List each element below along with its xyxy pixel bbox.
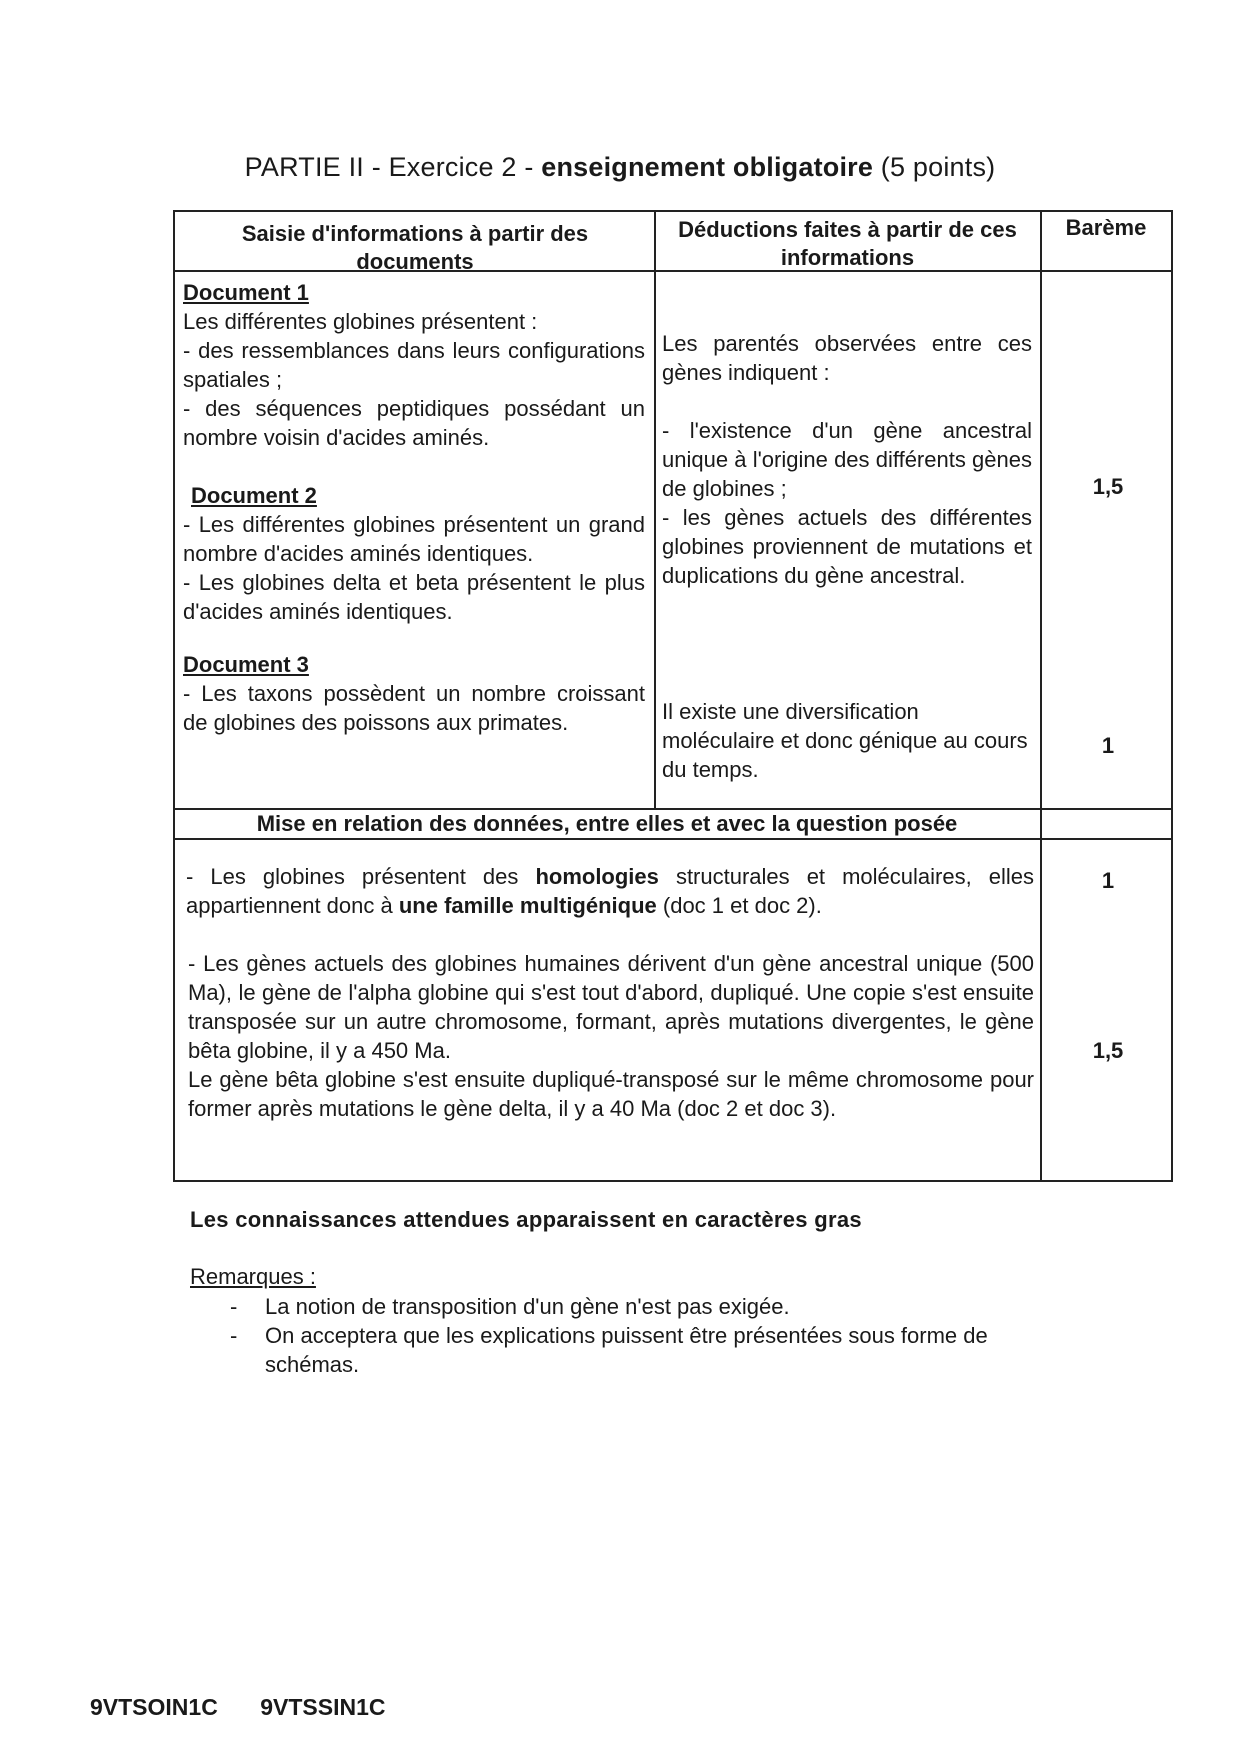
document-1-line: - des ressemblances dans leurs configurations spatiales ; [183, 338, 645, 392]
deduction-intro: Les parentés observées entre ces gènes indiquent : [662, 331, 1032, 385]
table-border-right [1171, 210, 1173, 1182]
keyword-famille-multigenique: une famille multigénique [398, 893, 657, 918]
score-relation-2: 1,5 [1092, 1038, 1124, 1063]
document-2-line: - Les globines delta et beta présentent le plus d'acides aminés identiques. [183, 570, 645, 624]
column-divider-1 [654, 210, 656, 810]
footer-code-2: 9VTSSIN1C [260, 1694, 386, 1720]
keyword-homologies: homologies [535, 864, 659, 889]
column-divider-2 [1040, 210, 1042, 1182]
header-scale: Barème [1065, 215, 1147, 240]
table-border-bottom [173, 1180, 1173, 1182]
remarks-list [230, 1292, 1030, 1379]
score-relation-1: 1 [1101, 868, 1115, 893]
document-3-title: Document 3 [183, 652, 309, 677]
deduction-item: - l'existence d'un gène ancestral unique à l'origine des différents gènes de globines ; [662, 418, 1032, 501]
document-1-title: Document 1 [183, 280, 309, 305]
document-3-line: - Les taxons possèdent un nombre croissant de globines des poissons aux primates. [183, 681, 645, 735]
table-border-left [173, 210, 175, 1182]
score-deductions-1: 1,5 [1092, 474, 1124, 499]
relation-paragraph-1: - Les globines présentent des homologies structurales et moléculaires, elles appartiennent donc à une famille multigénique (doc 1 et doc 2). [186, 864, 1034, 918]
deduction-block-2: Il existe une diversification moléculaire et donc génique au cours du temps. [662, 699, 1028, 782]
score-deductions-2: 1 [1101, 733, 1115, 758]
document-1-line: Les différentes globines présentent : [183, 309, 538, 334]
document-2-title: Document 2 [191, 483, 317, 508]
deduction-item: - les gènes actuels des différentes globines proviennent de mutations et duplications du gène ancestral. [662, 505, 1032, 588]
list-item: - La notion de transposition d'un gène n'est pas exigée. [230, 1294, 790, 1319]
footer-codes [90, 1694, 421, 1721]
list-item: - On acceptera que les explications puissent être présentées sous forme de schémas. [230, 1323, 988, 1377]
footer-code-1: 9VTSOIN1C [90, 1694, 218, 1720]
page-title: PARTIE II - Exercice 2 - enseignement obligatoire (5 points) [244, 152, 996, 182]
header-information: Saisie d'informations à partir des documents [241, 221, 589, 274]
relation-paragraph-2: - Les gènes actuels des globines humaines dérivent d'un gène ancestral unique (500 Ma), le gène de l'alpha globine qui s'est tout d'abord, dupliqué. Une copie s'est ensuite transposée sur un autre chromosome, formant, après mutations divergentes, le gène bêta globine, il y a 450 Ma. Le gène bêta globine s'est ensuite dupliqué-transposé sur le même chromosome pour former après mutations le gène delta, il y a 40 Ma (doc 2 et doc 3). [188, 951, 1034, 1121]
document-1-line: - des séquences peptidiques possédant un nombre voisin d'acides aminés. [183, 396, 645, 450]
documents-column [183, 278, 645, 737]
header-deductions: Déductions faites à partir de ces informations [678, 217, 1017, 270]
relation-header-bottom [173, 838, 1173, 840]
remarks-label: Remarques : [190, 1264, 316, 1289]
deduction-block-1 [662, 329, 1032, 590]
relation-header: Mise en relation des données, entre elles et avec la question posée [256, 811, 958, 836]
document-2-line: - Les différentes globines présentent un grand nombre d'acides aminés identiques. [183, 512, 645, 566]
table-border-top [173, 210, 1173, 212]
notes-heading: Les connaissances attendues apparaissent en caractères gras [190, 1207, 862, 1232]
